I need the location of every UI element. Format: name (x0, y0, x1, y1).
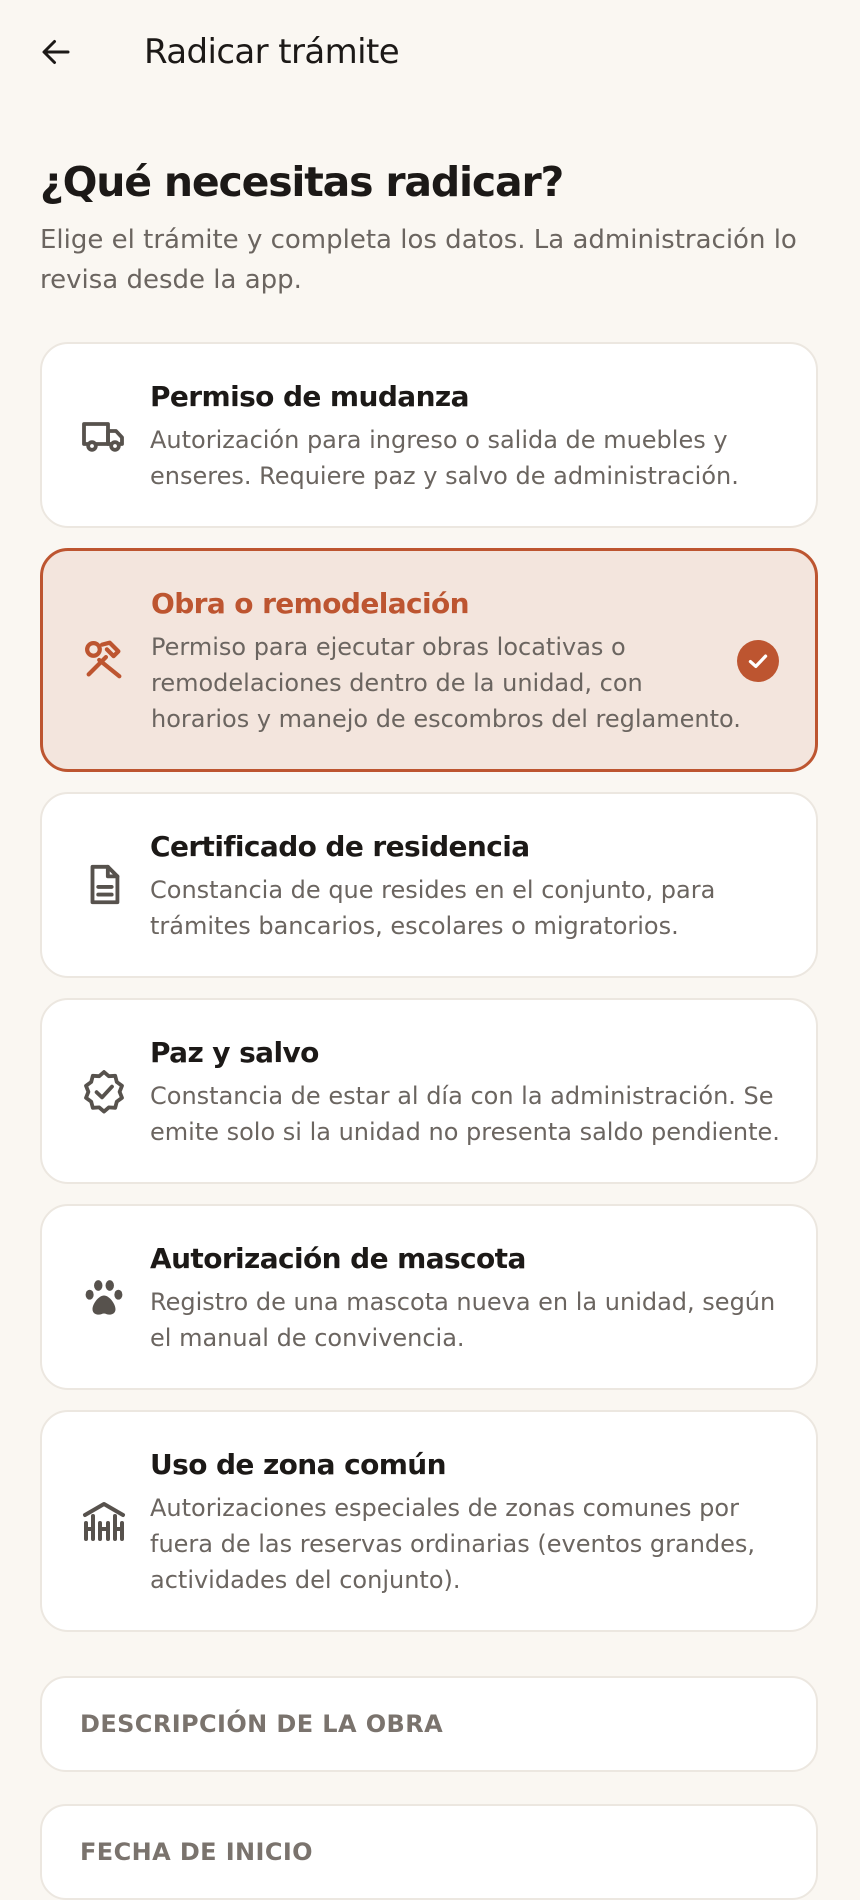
truck-icon (76, 407, 132, 463)
tools-icon (76, 631, 132, 687)
arrow-left-icon (38, 34, 74, 70)
back-button[interactable] (28, 24, 84, 80)
option-title: Paz y salvo (150, 1036, 319, 1069)
option-card-paz-y-salvo[interactable] (40, 998, 818, 1184)
start-date-field-label: FECHA DE INICIO (80, 1838, 313, 1866)
option-description: Constancia de estar al día con la administración. Se emite solo si la unidad no presenta saldo pendiente. (150, 1082, 780, 1146)
option-title: Uso de zona común (150, 1448, 446, 1481)
verified-badge-icon (76, 1063, 132, 1119)
option-card-autorizacion-mascota[interactable] (40, 1204, 818, 1390)
option-title: Permiso de mudanza (150, 380, 469, 413)
option-description: Constancia de que resides en el conjunto, para trámites bancarios, escolares o migratorios. (150, 876, 716, 940)
option-title: Obra o remodelación (151, 587, 469, 620)
option-title: Certificado de residencia (150, 830, 530, 863)
option-card-obra-remodelacion[interactable] (40, 548, 818, 772)
page-subtitle: Elige el trámite y completa los datos. La administración lo revisa desde la app. (40, 225, 797, 295)
description-field[interactable] (40, 1676, 818, 1772)
option-title: Autorización de mascota (150, 1242, 526, 1275)
option-description: Autorización para ingreso o salida de muebles y enseres. Requiere paz y salvo de administración. (150, 426, 739, 490)
option-card-permiso-mudanza[interactable] (40, 342, 818, 528)
app-bar (0, 0, 860, 112)
description-field-label: DESCRIPCIÓN DE LA OBRA (80, 1710, 444, 1738)
paw-icon (76, 1269, 132, 1325)
option-description: Permiso para ejecutar obras locativas o remodelaciones dentro de la unidad, con horarios y manejo de escombros del reglamento. (151, 633, 741, 733)
document-icon (76, 857, 132, 913)
selected-check-icon (737, 640, 779, 682)
option-description: Autorizaciones especiales de zonas comunes por fuera de las reservas ordinarias (eventos grandes, actividades del conjunto). (150, 1494, 756, 1594)
option-card-uso-zona-comun[interactable] (40, 1410, 818, 1632)
gazebo-icon (76, 1493, 132, 1549)
option-card-certificado-residencia[interactable] (40, 792, 818, 978)
option-description: Registro de una mascota nueva en la unidad, según el manual de convivencia. (150, 1288, 776, 1352)
page-title: ¿Qué necesitas radicar? (40, 158, 564, 206)
app-title: Radicar trámite (144, 32, 400, 72)
start-date-field[interactable] (40, 1804, 818, 1900)
